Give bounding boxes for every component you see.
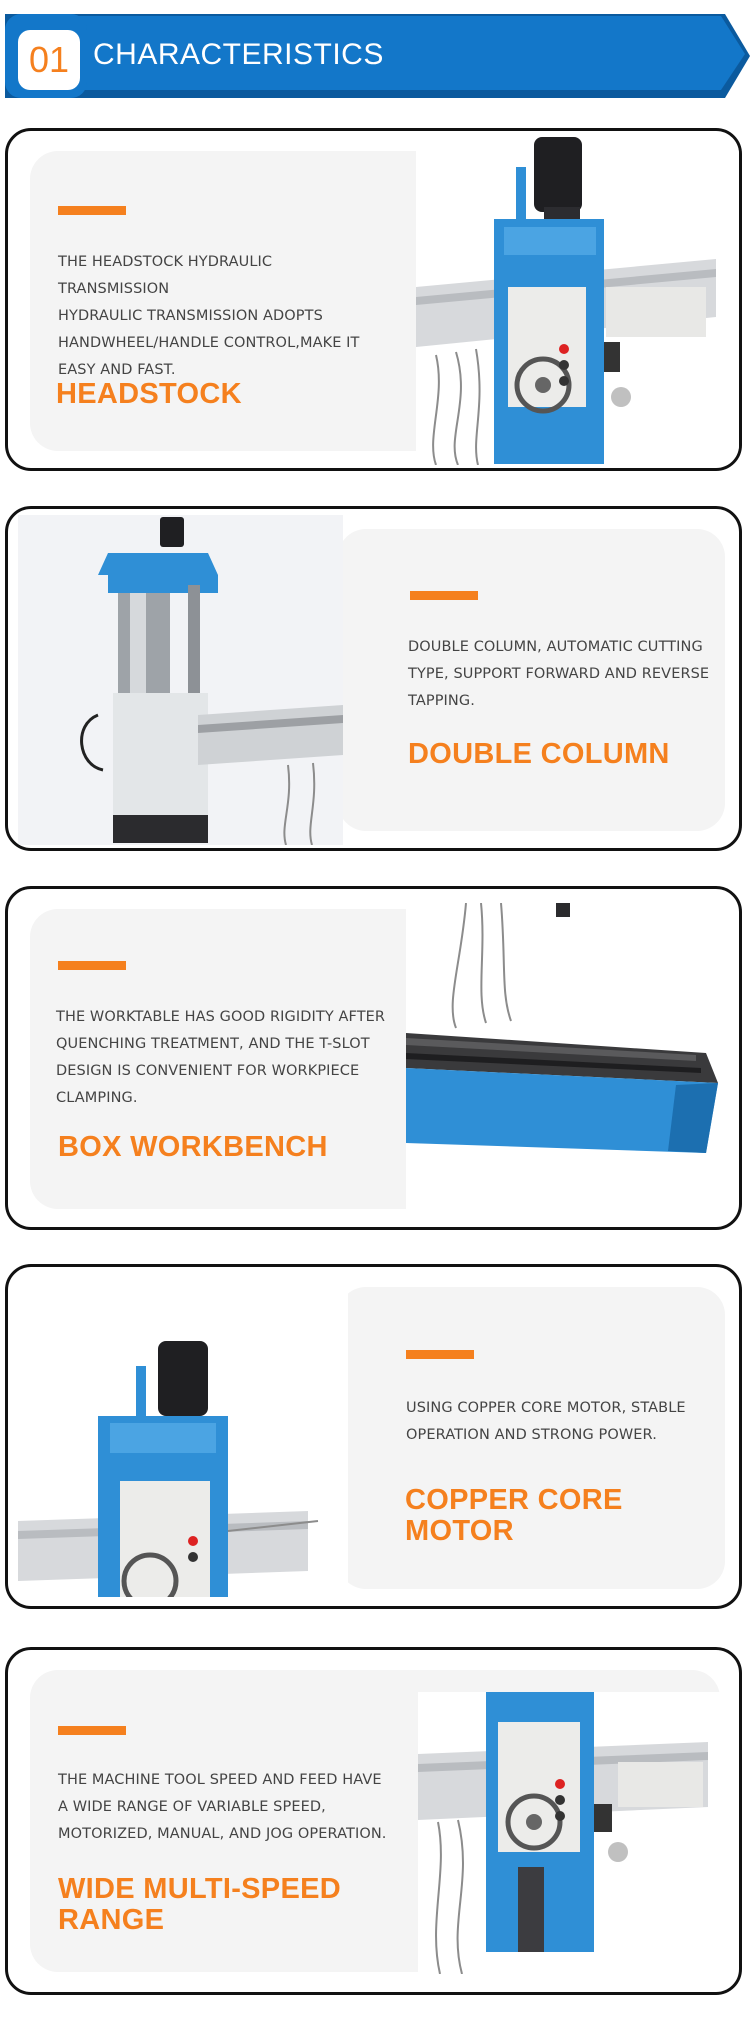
speed-range-photo (418, 1692, 728, 1974)
feature-title: DOUBLE COLUMN (408, 738, 670, 770)
feature-description: THE MACHINE TOOL SPEED AND FEED HAVE A WIDE RANGE OF VARIABLE SPEED, MOTORIZED, MANUAL, AND JOG OPERATION. (58, 1772, 387, 1842)
section-title: CHARACTERISTICS (93, 38, 384, 71)
feature-title: BOX WORKBENCH (58, 1131, 328, 1163)
feature-title: COPPER CORE MOTOR (405, 1484, 623, 1547)
accent-bar (406, 1350, 474, 1359)
feature-description: THE WORKTABLE HAS GOOD RIGIDITY AFTER QUENCHING TREATMENT, AND THE T-SLOT DESIGN IS CONVENIENT FOR WORKPIECE CLAMPING. (56, 1009, 386, 1106)
feature-title: WIDE MULTI-SPEED RANGE (58, 1873, 341, 1936)
feature-title: HEADSTOCK (56, 378, 242, 410)
double-column-photo (18, 515, 343, 845)
feature-card-headstock (5, 128, 742, 471)
section-header-banner (5, 14, 750, 98)
accent-bar (58, 961, 126, 970)
feature-card-box-workbench (5, 886, 742, 1230)
feature-card-double-column (5, 506, 742, 851)
box-workbench-photo (406, 903, 718, 1213)
accent-bar (410, 591, 478, 600)
feature-description: THE HEADSTOCK HYDRAULIC TRANSMISSION HYDRAULIC TRANSMISSION ADOPTS HANDWHEEL/HANDLE CONTROL,MAKE IT EASY AND FAST. (58, 254, 360, 378)
section-number-box (18, 30, 80, 90)
accent-bar (58, 206, 126, 215)
feature-card-speed-range (5, 1647, 742, 1995)
section-number: 01 (28, 39, 70, 80)
accent-bar (58, 1726, 126, 1735)
copper-motor-photo (18, 1281, 348, 1597)
headstock-photo (416, 137, 742, 465)
feature-description: USING COPPER CORE MOTOR, STABLE OPERATION AND STRONG POWER. (406, 1400, 686, 1443)
feature-card-copper-motor (5, 1264, 742, 1609)
feature-description: DOUBLE COLUMN, AUTOMATIC CUTTING TYPE, SUPPORT FORWARD AND REVERSE TAPPING. (408, 639, 710, 709)
